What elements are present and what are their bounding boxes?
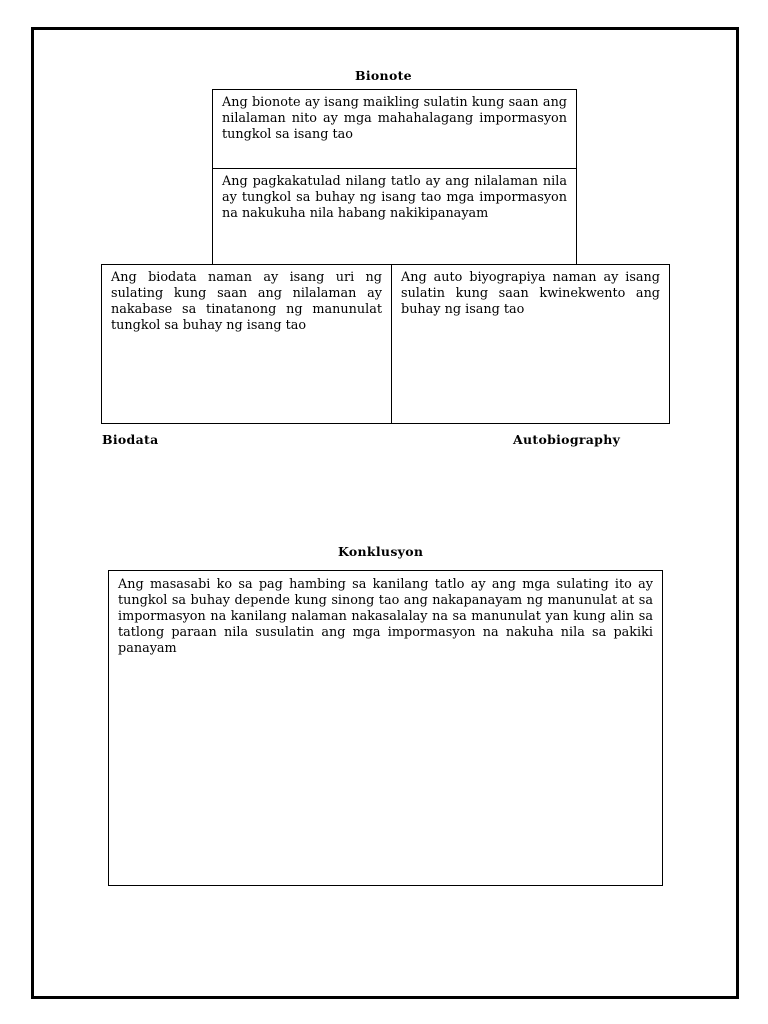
conclusion-box [108,570,663,886]
similarity-text: Ang pagkakatulad nilang tatlo ay ang nilalaman nila ay tungkol sa buhay ng isang tao mga impormasyon na nakukuha nila habang nakikipanayam [222,174,567,221]
biodata-definition-text: Ang biodata naman ay isang uri ng sulating kung saan ang nilalaman ay nakabase sa tinatanong ng manunulat tungkol sa buhay ng isang tao [111,270,382,333]
autobiography-heading: Autobiography [513,432,621,447]
bionote-definition-text: Ang bionote ay isang maikling sulatin kung saan ang nilalaman nito ay mga mahahalagang impormasyon tungkol sa isang tao [222,95,567,142]
conclusion-text: Ang masasabi ko sa pag hambing sa kanilang tatlo ay ang mga sulating ito ay tungkol sa buhay depende kung sinong tao ang nakapanayam ng manunulat at sa impormasyon na kanilang nalaman nakasalalay na sa manunulat yan kung alin sa tatlong paraan nila susulatin ang mga impormasyon na nakuha nila sa pakiki panayam [118,577,653,656]
biodata-heading: Biodata [102,432,159,447]
similarity-box [212,168,577,265]
bionote-definition-box [212,89,577,169]
autobiography-definition-box [391,264,670,424]
biodata-definition-box [101,264,392,424]
bionote-heading: Bionote [355,68,412,83]
conclusion-heading: Konklusyon [338,544,424,559]
autobiography-definition-text: Ang auto biyograpiya naman ay isang sulatin kung saan kwinekwento ang buhay ng isang tao [401,270,660,317]
